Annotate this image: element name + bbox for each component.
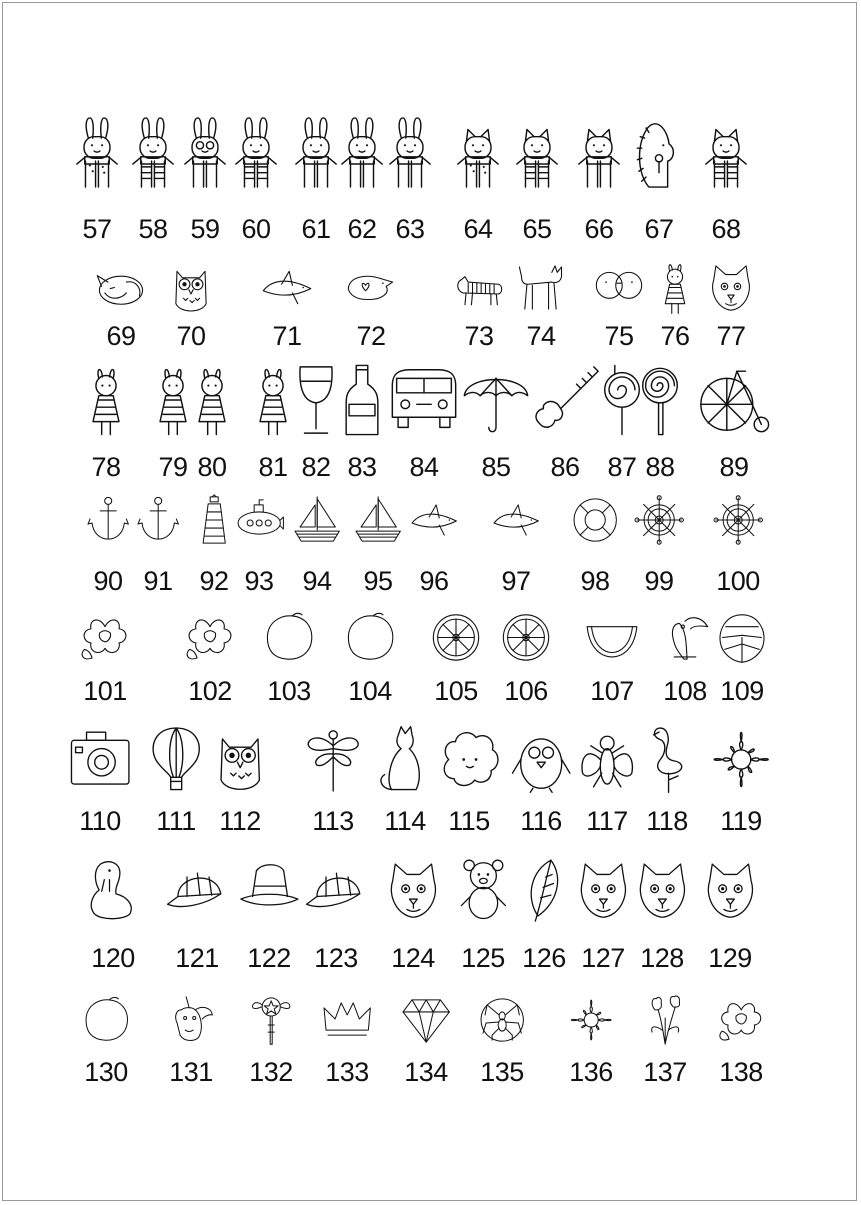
chihuahua-face-icon: [381, 845, 446, 935]
penny-farthing-icon: [698, 350, 770, 450]
catalog-item: [635, 985, 695, 1125]
toucan-icon: [658, 600, 712, 675]
pomeranian-icon: [630, 845, 695, 935]
owl-icon: [164, 250, 218, 325]
catalog-item: [573, 845, 633, 985]
catalog-item: [629, 95, 689, 244]
submarine-icon: [234, 485, 284, 555]
rose-icon: [716, 985, 766, 1055]
catalog-item: [439, 712, 499, 852]
item-number: 136: [569, 1057, 613, 1087]
catalog-item: [83, 845, 143, 985]
catalog-item: [448, 95, 508, 244]
item-number: 96: [419, 566, 449, 596]
catalog-item: [630, 350, 690, 490]
item-number: 84: [409, 452, 439, 482]
bird-heart-icon: [344, 250, 398, 325]
item-number: 132: [249, 1057, 293, 1087]
item-number: 108: [663, 676, 707, 706]
item-number: 68: [711, 214, 741, 244]
item-number: 109: [720, 676, 764, 706]
hedgehog-flower-icon: [623, 95, 695, 210]
catalog-item: [637, 712, 697, 852]
item-number: 83: [347, 452, 377, 482]
pug-face-icon: [704, 250, 758, 325]
catalog-item: [561, 985, 621, 1125]
item-number: 70: [176, 321, 206, 351]
item-number: 135: [480, 1057, 524, 1087]
anchor-lighthouse-icon: [133, 485, 183, 555]
item-number: 115: [448, 806, 490, 836]
catalog-item: [306, 845, 366, 985]
unicorn-icon: [166, 985, 216, 1055]
item-number: 121: [175, 943, 219, 973]
item-number: 93: [244, 566, 274, 596]
item-number: 130: [84, 1057, 128, 1087]
teddy-bear-icon: [451, 845, 516, 935]
item-number: 106: [504, 676, 548, 706]
catalog-item: [511, 712, 571, 852]
item-number: 71: [272, 321, 302, 351]
item-number: 133: [325, 1057, 369, 1087]
item-number: 57: [82, 214, 112, 244]
item-number: 87: [607, 452, 637, 482]
item-number: 128: [640, 943, 684, 973]
item-number: 78: [91, 452, 121, 482]
item-number: 69: [106, 321, 136, 351]
catalog-item: [577, 712, 637, 852]
umbrella-icon: [460, 350, 532, 450]
hot-air-balloon-icon: [142, 712, 210, 807]
catalog-item: [317, 985, 377, 1125]
item-number: 119: [720, 806, 762, 836]
cat-standing-icon: [514, 250, 568, 325]
bucket-hat-icon: [237, 845, 302, 935]
item-number: 95: [363, 566, 393, 596]
item-number: 66: [584, 214, 614, 244]
catalog-item: [76, 985, 136, 1125]
item-number: 94: [302, 566, 332, 596]
kiwi-icon: [429, 600, 483, 675]
item-number: 65: [522, 214, 552, 244]
item-number: 86: [550, 452, 580, 482]
catalog-item: [453, 845, 513, 985]
item-number: 118: [646, 806, 688, 836]
whale-icon: [409, 485, 459, 555]
item-number: 72: [356, 321, 386, 351]
cloud-character-icon: [435, 712, 503, 807]
item-number: 59: [190, 214, 220, 244]
baseball-cap-icon: [304, 845, 369, 935]
item-number: 100: [716, 566, 760, 596]
item-number: 120: [91, 943, 135, 973]
orange-slice-icon: [499, 600, 553, 675]
item-number: 113: [312, 806, 354, 836]
catalog-item: [632, 845, 692, 985]
item-number: 62: [347, 214, 377, 244]
item-number: 67: [644, 214, 674, 244]
item-number: 76: [660, 321, 690, 351]
catalog-item: [396, 985, 456, 1125]
catalog-item: [226, 95, 286, 244]
yorkshire-terrier-icon: [571, 845, 636, 935]
sailboat-icon: [292, 485, 342, 555]
life-ring-icon: [570, 485, 620, 555]
catalog-item: [241, 985, 301, 1125]
item-number: 125: [461, 943, 505, 973]
catalog-item: [375, 712, 435, 852]
watermelon-slice-icon: [585, 600, 639, 675]
item-number: 81: [258, 452, 288, 482]
item-number: 126: [522, 943, 566, 973]
item-number: 74: [526, 321, 556, 351]
flying-bird-icon: [260, 250, 314, 325]
catalog-item: [711, 985, 771, 1125]
ship-wheel-icon: [634, 485, 684, 555]
item-number: 111: [156, 806, 196, 836]
item-number: 127: [581, 943, 625, 973]
catalog-item: [380, 95, 440, 244]
item-number: 58: [138, 214, 168, 244]
item-number: 112: [219, 806, 261, 836]
camper-van-icon: [388, 350, 460, 450]
item-number: 64: [463, 214, 493, 244]
item-number: 137: [643, 1057, 687, 1087]
item-number: 117: [586, 806, 628, 836]
item-number: 129: [708, 943, 752, 973]
camera-icon: [66, 712, 134, 807]
item-number: 91: [143, 566, 173, 596]
tulips-icon: [640, 985, 690, 1055]
dragonfly-icon: [299, 712, 367, 807]
item-number: 116: [520, 806, 562, 836]
baseball-cap-flat-icon: [165, 845, 230, 935]
item-number: 89: [719, 452, 749, 482]
magic-wand-icon: [246, 985, 296, 1055]
sleeping-fox-icon: [94, 250, 148, 325]
flamingo-icon: [633, 712, 701, 807]
peony-icon: [183, 600, 237, 675]
cat-sitting-icon: [371, 712, 439, 807]
dachshund-icon: [452, 250, 506, 325]
catalog-item: [383, 845, 443, 985]
item-number: 98: [580, 566, 610, 596]
spider-emblem-icon: [477, 985, 527, 1055]
bunny-bowtie-icon: [374, 95, 446, 210]
mango-icon: [343, 600, 397, 675]
cat-striped-shirt-icon: [690, 95, 762, 210]
item-number: 73: [464, 321, 494, 351]
catalog-item: [696, 95, 756, 244]
item-number: 131: [169, 1057, 213, 1087]
item-number: 105: [434, 676, 478, 706]
item-number: 103: [267, 676, 311, 706]
catalog-item: [700, 845, 760, 985]
item-number: 60: [241, 214, 271, 244]
item-number: 79: [158, 452, 188, 482]
sunflower-icon: [566, 985, 616, 1055]
shark-icon: [491, 485, 541, 555]
owl-big-eyes-icon: [206, 712, 274, 807]
sailboat-striped-icon: [353, 485, 403, 555]
catalog-item: [569, 95, 629, 244]
catalog-item: [239, 845, 299, 985]
item-number: 61: [301, 214, 331, 244]
item-number: 85: [481, 452, 511, 482]
item-number: 82: [301, 452, 331, 482]
walrus-icon: [81, 845, 146, 935]
diamond-icon: [401, 985, 451, 1055]
item-number: 114: [384, 806, 426, 836]
item-number: 101: [83, 676, 127, 706]
catalog-item: [210, 712, 270, 852]
item-number: 122: [247, 943, 291, 973]
item-number: 124: [391, 943, 435, 973]
catalog-item: [70, 712, 130, 852]
item-number: 123: [314, 943, 358, 973]
penguin-monster-icon: [507, 712, 575, 807]
item-number: 102: [188, 676, 232, 706]
catalog-item: [76, 350, 136, 490]
kissing-birds-icon: [592, 250, 646, 325]
catalog-item: [466, 350, 526, 490]
item-number: 104: [348, 676, 392, 706]
item-number: 110: [79, 806, 121, 836]
item-number: 80: [197, 452, 227, 482]
feather-icon: [512, 845, 577, 935]
item-number: 134: [404, 1057, 448, 1087]
girl-hat-icon: [648, 250, 702, 325]
ship-wheel-small-icon: [713, 485, 763, 555]
catalog-item: [303, 712, 363, 852]
item-number: 63: [395, 214, 425, 244]
peony-leaves-icon: [78, 600, 132, 675]
catalog-item: [507, 95, 567, 244]
item-number: 77: [716, 321, 746, 351]
husky-face-icon: [698, 845, 763, 935]
item-number: 92: [199, 566, 229, 596]
catalog-item: [394, 350, 454, 490]
item-number: 107: [590, 676, 634, 706]
fly-icon: [573, 712, 641, 807]
catalog-item: [182, 350, 242, 490]
balloon-icon: [81, 985, 131, 1055]
monstera-leaf-icon: [715, 600, 769, 675]
anchor-icon: [83, 485, 133, 555]
catalog-item: [332, 350, 392, 490]
lemon-icon: [262, 600, 316, 675]
item-number: 75: [604, 321, 634, 351]
catalog-item: [514, 845, 574, 985]
catalog-item: [161, 985, 221, 1125]
item-number: 90: [93, 566, 123, 596]
daisy-icon: [707, 712, 775, 807]
item-number: 88: [645, 452, 675, 482]
lollipop-spiral-icon: [624, 350, 696, 450]
catalog-item: [167, 845, 227, 985]
item-number: 138: [719, 1057, 763, 1087]
item-number: 99: [644, 566, 674, 596]
catalog-item: [128, 485, 188, 625]
catalog-item: [146, 712, 206, 852]
catalog-item: [711, 712, 771, 852]
girl-long-hair-icon: [70, 350, 142, 450]
item-number: 97: [501, 566, 531, 596]
catalog-item: [704, 350, 764, 490]
catalog-item: [472, 985, 532, 1125]
crown-icon: [322, 985, 372, 1055]
